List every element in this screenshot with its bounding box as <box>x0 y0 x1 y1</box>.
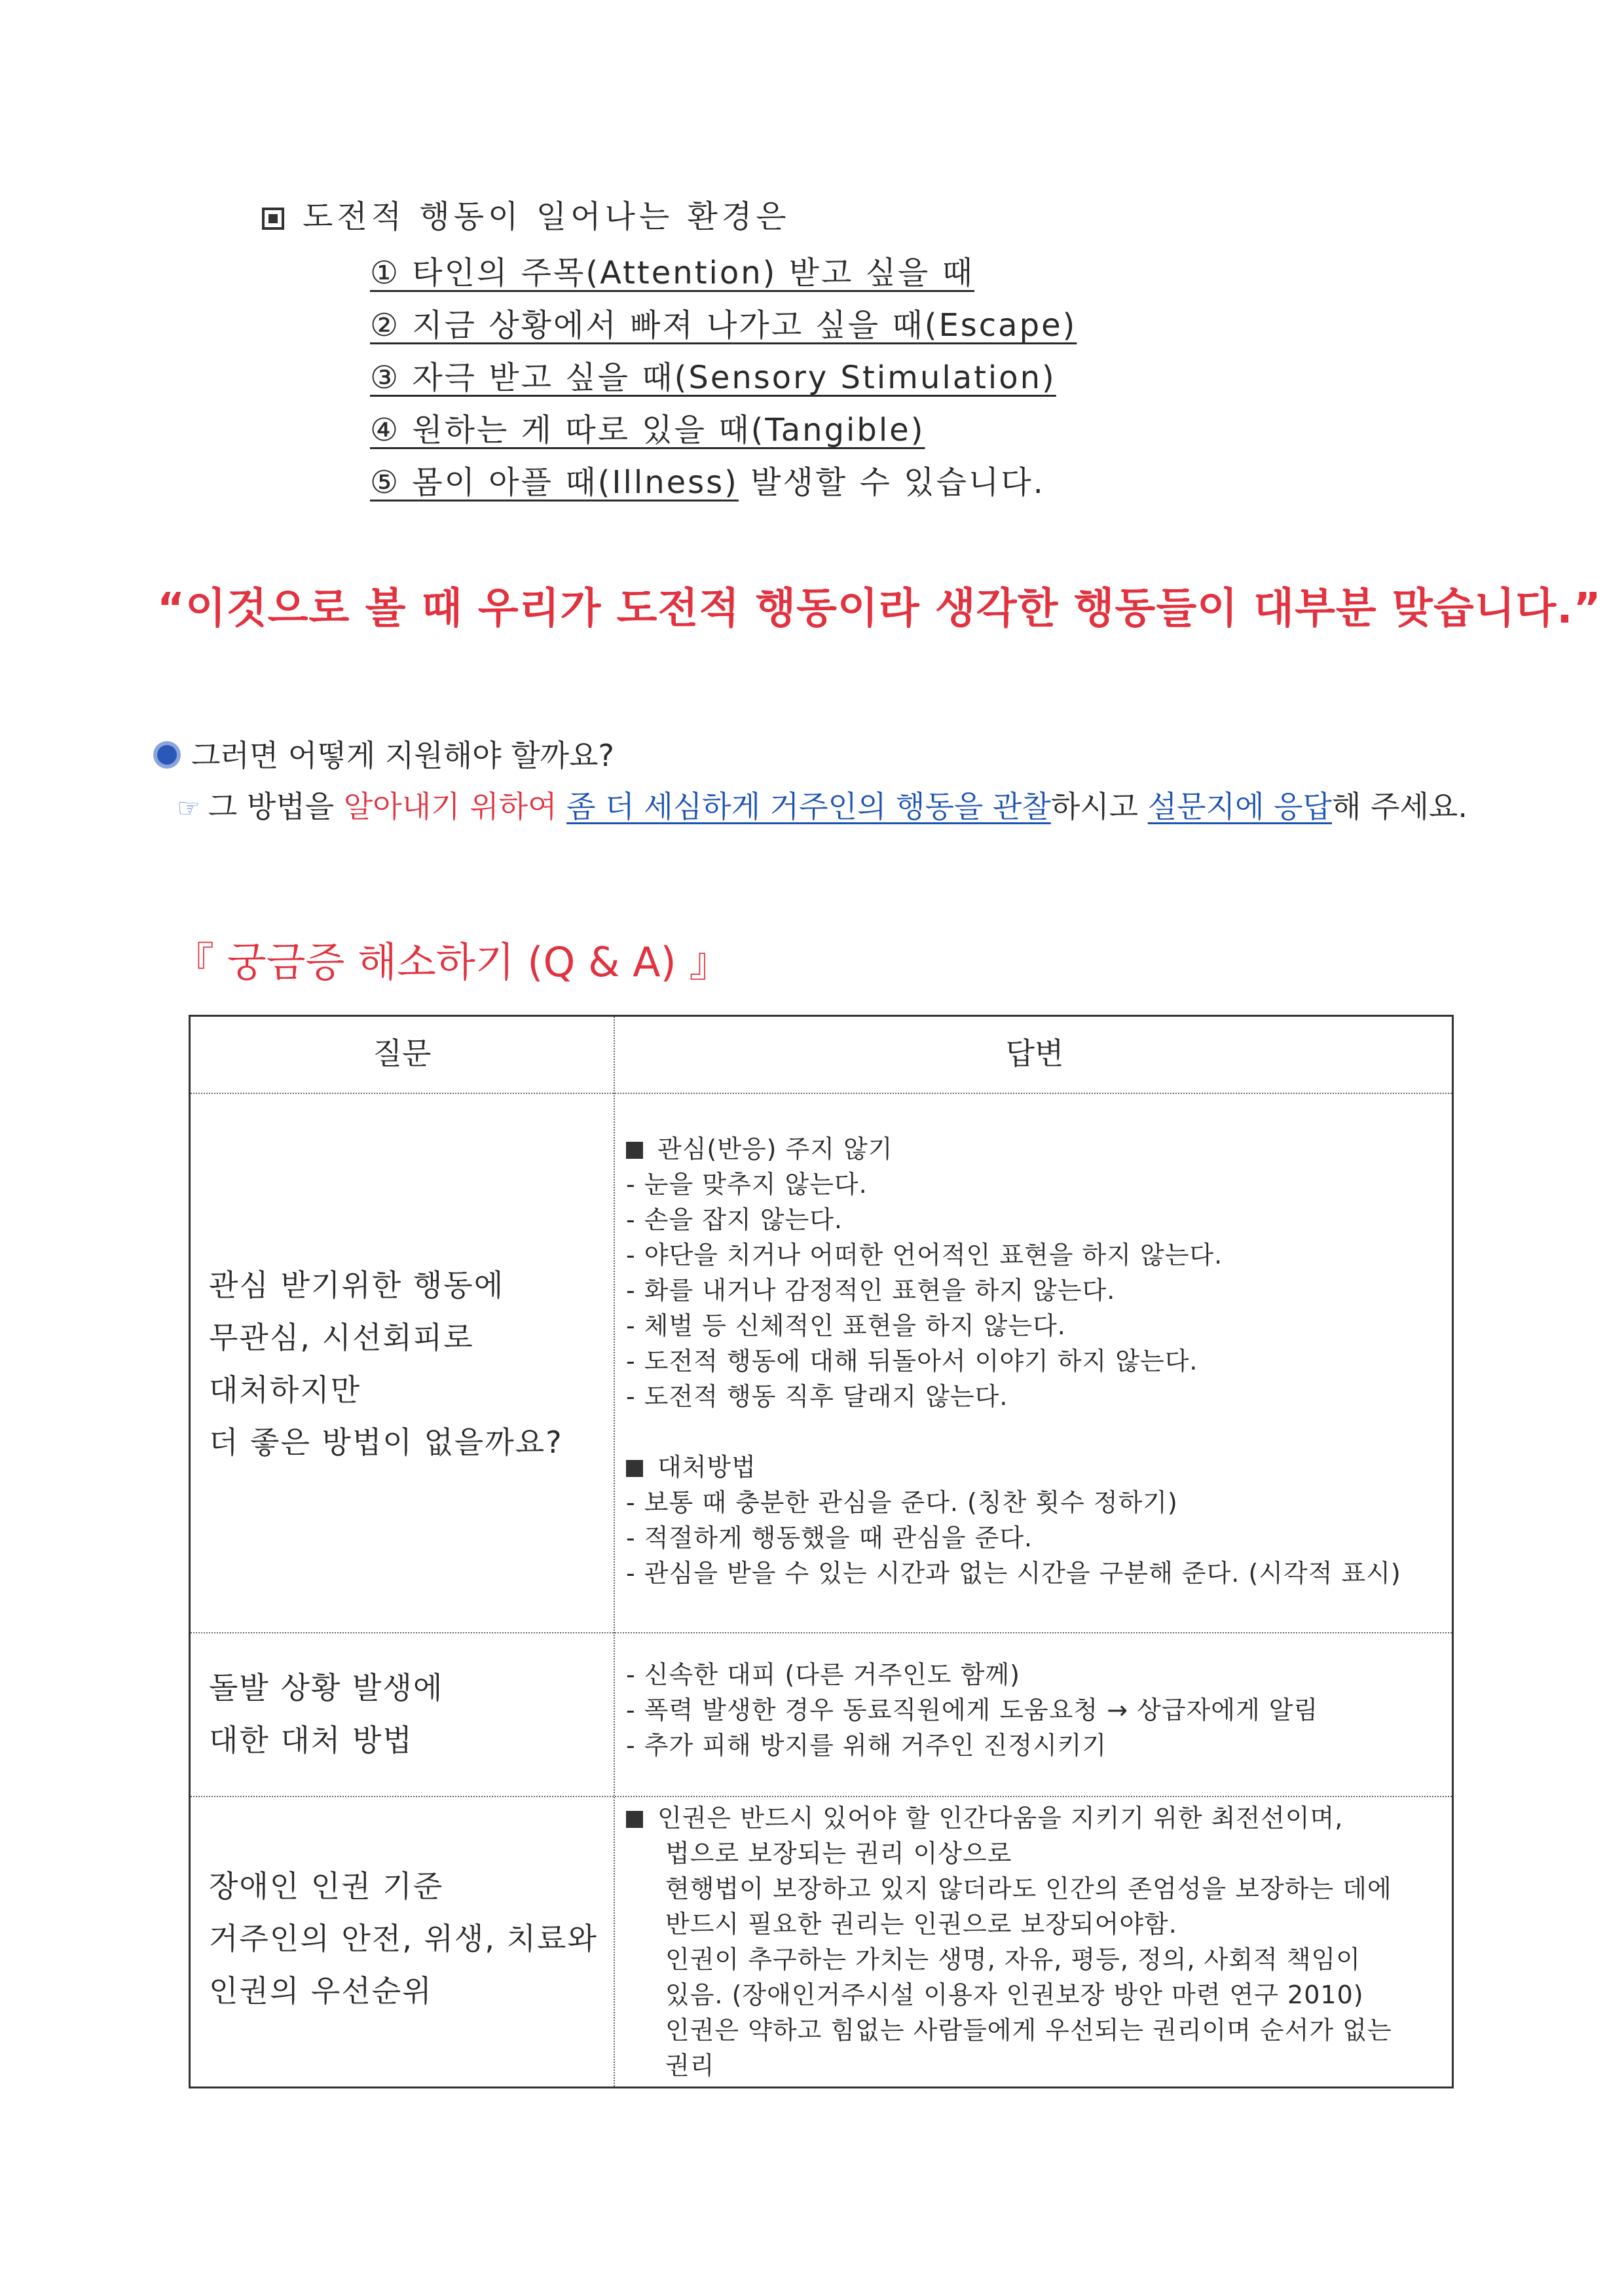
environment-item-escape: ② 지금 상황에서 빠져 나가고 싶을 때(Escape) <box>370 307 1077 344</box>
header-answer: 답변 <box>1005 1036 1064 1071</box>
list-item: - 적절하게 행동했을 때 관심을 준다. <box>626 1523 1033 1552</box>
answer-cell-attention <box>626 1131 1401 1591</box>
list-item: 인권은 약하고 힘없는 사람들에게 우선되는 권리이며 순서가 없는 <box>665 2016 1392 2045</box>
list-item: 있음. (장애인거주시설 이용자 인권보장 방안 마련 연구 2010) <box>665 1980 1364 2009</box>
environment-item-sensory: ③ 자극 받고 싶을 때(Sensory Stimulation) <box>370 359 1056 396</box>
environment-item-attention: ① 타인의 주목(Attention) 받고 싶을 때 <box>370 255 974 291</box>
list-item: - 추가 피해 방지를 위해 거주인 진정시키기 <box>626 1731 1107 1760</box>
qa-table <box>189 1015 1454 2088</box>
list-item: - 관심을 받을 수 있는 시간과 없는 시간을 구분해 준다. (시각적 표시) <box>626 1559 1401 1588</box>
answer-cell-human-rights <box>626 1800 1392 2083</box>
list-item: - 신속한 대피 (다른 거주인도 함께) <box>626 1660 1020 1689</box>
list-item: 인권은 반드시 있어야 할 인간다움을 지키기 위한 최전선이며, <box>626 1800 1392 1836</box>
pointing-hand-icon: ☞ <box>177 793 200 824</box>
question-cell-human-rights: 장애인 인권 기준 거주인의 안전, 위생, 치료와 인권의 우선순위 <box>209 1868 598 2009</box>
list-item: - 눈을 맞추지 않는다. <box>626 1170 868 1199</box>
list-item: - 도전적 행동 직후 달래지 않는다. <box>626 1382 1008 1411</box>
answer-cell-emergency <box>626 1657 1318 1763</box>
list-item: - 체벌 등 신체적인 표현을 하지 않는다. <box>626 1311 1066 1340</box>
list-item: 법으로 보장되는 권리 이상으로 <box>665 1839 1012 1868</box>
header-question: 질문 <box>373 1036 432 1071</box>
question-cell-attention: 관심 받기위한 행동에 무관심, 시선회피로 대처하지만 더 좋은 방법이 없을까요? <box>209 1267 563 1460</box>
row-divider <box>191 1632 1452 1633</box>
square-bullet-icon <box>626 1460 643 1477</box>
header-divider <box>191 1093 1452 1094</box>
list-item: 반드시 필요한 권리는 인권으로 보장되어야함. <box>665 1910 1177 1939</box>
environment-item-tangible: ④ 원하는 게 따로 있을 때(Tangible) <box>370 412 925 448</box>
list-item: - 폭력 발생한 경우 동료직원에게 도움요청 → 상급자에게 알림 <box>626 1696 1319 1724</box>
qa-title: 『 궁금증 해소하기 (Q & A) 』 <box>174 938 730 986</box>
list-item: - 도전적 행동에 대해 뒤돌아서 이야기 하지 않는다. <box>626 1347 1198 1376</box>
list-item: 현행법이 보장하고 있지 않더라도 인간의 존엄성을 보장하는 데에 <box>665 1874 1392 1903</box>
question-cell-emergency: 돌발 상황 발생에 대한 대처 방법 <box>209 1670 444 1758</box>
list-item: - 보통 때 충분한 관심을 준다. (칭찬 횟수 정하기) <box>626 1488 1178 1517</box>
support-question: 그러면 어떻게 지원해야 할까요? <box>157 732 614 775</box>
row-divider <box>191 1796 1452 1797</box>
environment-heading: 도전적 행동이 일어나는 환경은 <box>262 191 790 236</box>
list-item: - 야단을 치거나 어떠한 언어적인 표현을 하지 않는다. <box>626 1241 1223 1269</box>
list-item: 권리 <box>665 2051 715 2080</box>
environment-item-illness: ⑤ 몸이 아플 때(Illness) 발생할 수 있습니다. <box>370 464 1045 501</box>
checkbox-square-icon <box>262 208 284 230</box>
summary-quote: “이것으로 볼 때 우리가 도전적 행동이라 생각한 행동들이 대부분 맞습니다.” <box>157 585 1602 633</box>
list-item: 인권이 추구하는 가치는 생명, 자유, 평등, 정의, 사회적 책임이 <box>665 1945 1361 1974</box>
square-bullet-icon <box>626 1811 643 1828</box>
support-answer: ☞ 그 방법을 알아내기 위하여 좀 더 세심하게 거주인의 행동을 관찰하시고 설문지에 응답해 주세요. <box>177 789 1467 824</box>
list-item: 관심(반응) 주지 않기 <box>626 1131 1401 1167</box>
flower-bullet-icon <box>157 745 177 765</box>
square-bullet-icon <box>626 1142 643 1159</box>
list-item: 대처방법 <box>626 1449 1401 1485</box>
list-item: - 화를 내거나 감정적인 표현을 하지 않는다. <box>626 1276 1116 1305</box>
list-item: - 손을 잡지 않는다. <box>626 1205 843 1234</box>
column-divider <box>614 1017 615 2086</box>
